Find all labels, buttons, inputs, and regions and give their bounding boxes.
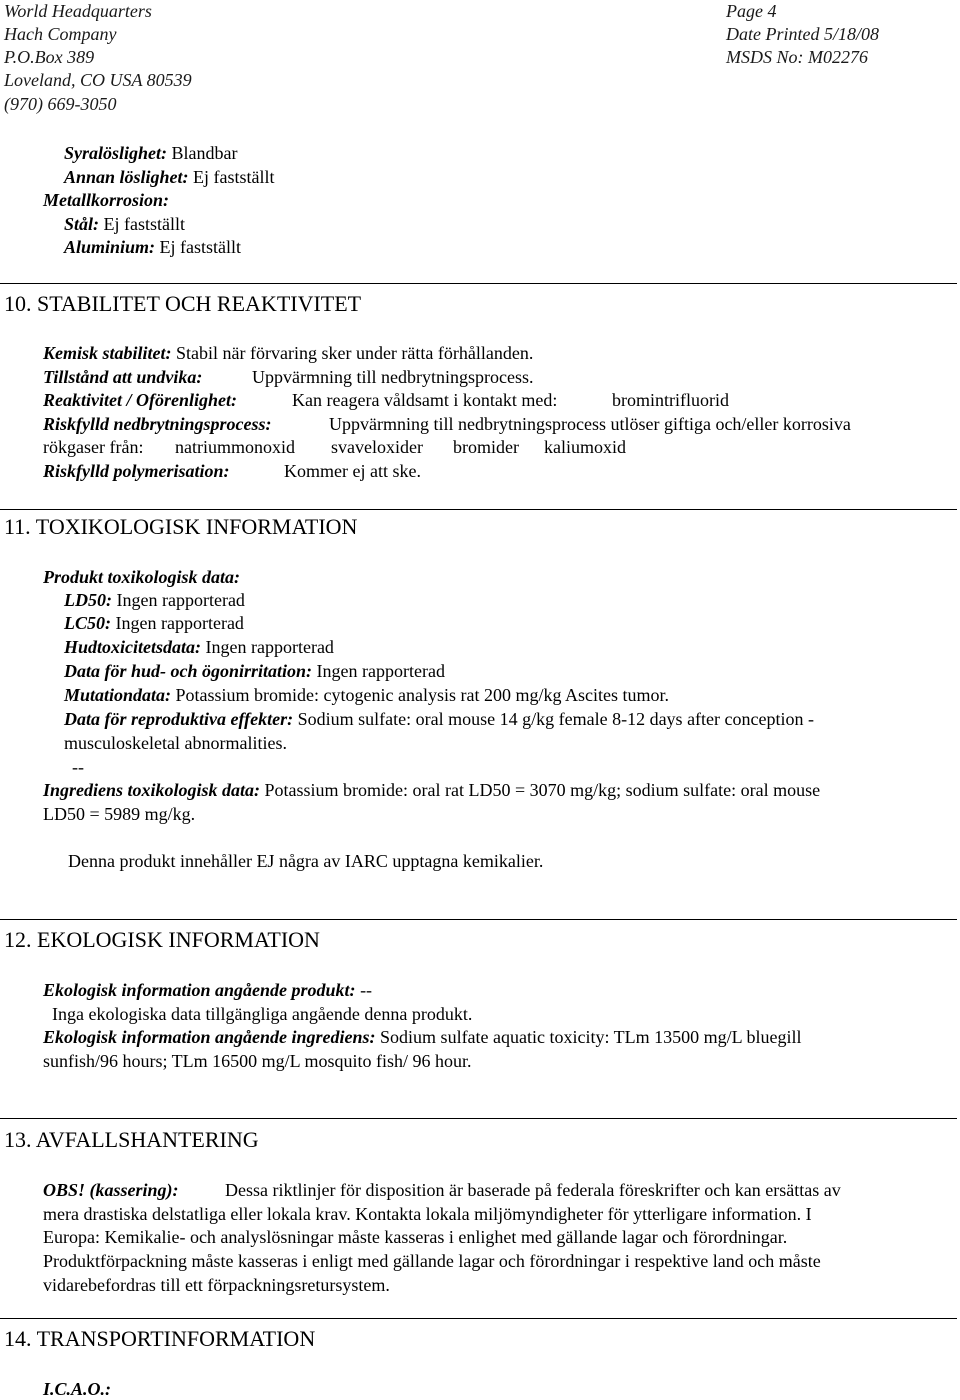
icao-label: I.C.A.O.: — [43, 1379, 112, 1399]
stal-label: Stål: — [64, 214, 100, 234]
eko-ingrediens-label: Ekologisk information angående ingrediens: — [43, 1027, 376, 1047]
obs-line: Dessa riktlinjer för disposition är baserade på federala föreskrifter och kan ersättas av — [225, 1180, 841, 1200]
ld50-row — [64, 589, 245, 611]
iarc-statement: Denna produkt innehåller EJ några av IARC upptagna kemikalier. — [68, 851, 544, 871]
eko-produkt-text: Inga ekologiska data tillgängliga angående denna produkt. — [52, 1004, 473, 1024]
obs-line: Europa: Kemikalie- och analyslösningar måste kasseras i enlighet med gällande lagar och förordningar. — [43, 1227, 788, 1247]
kemisk-value: Stabil när förvaring sker under rätta förhållanden. — [171, 343, 534, 363]
repro-row — [64, 708, 814, 730]
reakt-label: Reaktivitet / Oförenlighet: — [43, 390, 237, 410]
hud-value: Ingen rapporterad — [201, 637, 334, 657]
tillstand-row — [43, 366, 533, 388]
annan-value: Ej fastställt — [188, 167, 275, 187]
eko-produkt-row — [43, 979, 372, 1001]
repro-label: Data för reproduktiva effekter: — [64, 709, 294, 729]
section-10-title: 10. STABILITET OCH REAKTIVITET — [4, 291, 362, 316]
reakt-value2: bromintrifluorid — [612, 390, 729, 410]
obs-line: Produktförpackning måste kasseras i enligt med gällande lagar och förordningar i respektive land och måste — [43, 1251, 821, 1271]
irritation-row — [64, 660, 445, 682]
repro-value: Sodium sulfate: oral mouse 14 g/kg female 8-12 days after conception - — [293, 709, 814, 729]
obs-row — [43, 1179, 841, 1201]
section-14-title: 14. TRANSPORTINFORMATION — [4, 1326, 316, 1351]
date-printed: Date Printed 5/18/08 — [726, 24, 879, 44]
section-11-title: 11. TOXIKOLOGISK INFORMATION — [4, 514, 358, 539]
repro-value-cont: musculoskeletal abnormalities. — [64, 733, 287, 753]
eko-produkt-label: Ekologisk information angående produkt: — [43, 980, 356, 1000]
obs-line: mera drastiska delstatliga eller lokala krav. Kontakta lokala miljömyndigheter för ytterligare information. I — [43, 1204, 812, 1224]
annan-label: Annan löslighet: — [64, 167, 189, 187]
hud-label: Hudtoxicitetsdata: — [64, 637, 201, 657]
rokgaser-item: kaliumoxid — [544, 437, 626, 457]
tillstand-label: Tillstånd att undvika: — [43, 367, 203, 387]
divider — [0, 1318, 957, 1319]
rokgaser-label: rökgaser från: — [43, 437, 144, 457]
eko-ingrediens-row — [43, 1026, 802, 1048]
section-12-title: 12. EKOLOGISK INFORMATION — [4, 927, 320, 952]
divider — [0, 509, 957, 510]
ingrediens-value: Potassium bromide: oral rat LD50 = 3070 mg/kg; sodium sulfate: oral mouse — [260, 780, 821, 800]
irritation-label: Data för hud- och ögonirritation: — [64, 661, 313, 681]
alu-value: Ej fastställt — [155, 237, 242, 257]
header-address-line2: Hach Company — [4, 24, 117, 44]
alu-row — [64, 236, 241, 258]
kemisk-label: Kemisk stabilitet: — [43, 343, 172, 363]
syra-value: Blandbar — [167, 143, 238, 163]
page-number: Page 4 — [726, 1, 777, 21]
riskproc-value: Uppvärmning till nedbrytningsprocess utlöser giftiga och/eller korrosiva — [329, 414, 851, 434]
header-address-line1: World Headquarters — [4, 1, 152, 21]
polym-label: Riskfylld polymerisation: — [43, 461, 230, 481]
metall-label: Metallkorrosion: — [43, 190, 170, 210]
ingrediens-value-cont: LD50 = 5989 mg/kg. — [43, 804, 196, 824]
ingrediens-row — [43, 779, 820, 801]
section-13-title: 13. AVFALLSHANTERING — [4, 1127, 259, 1152]
tillstand-value: Uppvärmning till nedbrytningsprocess. — [252, 367, 534, 387]
mutation-row — [64, 684, 669, 706]
reakt-row — [43, 389, 729, 411]
eko-produkt-value: -- — [355, 980, 373, 1000]
annan-row — [64, 166, 275, 188]
syra-row — [64, 142, 238, 164]
mutation-value: Potassium bromide: cytogenic analysis rat 200 mg/kg Ascites tumor. — [171, 685, 669, 705]
obs-label: OBS! (kassering): — [43, 1180, 179, 1200]
reakt-value: Kan reagera våldsamt i kontakt med: — [292, 390, 558, 410]
lc50-value: Ingen rapporterad — [111, 613, 244, 633]
eko-ingrediens-value-cont: sunfish/96 hours; TLm 16500 mg/L mosquito fish/ 96 hour. — [43, 1051, 472, 1071]
header-phone: (970) 669-3050 — [4, 94, 117, 114]
ld50-value: Ingen rapporterad — [112, 590, 245, 610]
eko-ingrediens-value: Sodium sulfate aquatic toxicity: TLm 13500 mg/L bluegill — [375, 1027, 802, 1047]
ld50-label: LD50: — [64, 590, 112, 610]
riskproc-label: Riskfylld nedbrytningsprocess: — [43, 414, 272, 434]
header-address-line4: Loveland, CO USA 80539 — [4, 70, 192, 90]
msds-number: MSDS No: M02276 — [726, 47, 868, 67]
lc50-label: LC50: — [64, 613, 111, 633]
rokgaser-item: svaveloxider — [331, 437, 423, 457]
mutation-label: Mutationdata: — [64, 685, 172, 705]
dash: -- — [72, 757, 84, 777]
syra-label: Syralöslighet: — [64, 143, 168, 163]
polym-row — [43, 460, 421, 482]
divider — [0, 283, 957, 284]
stal-value: Ej fastställt — [99, 214, 185, 234]
divider — [0, 919, 957, 920]
rokgaser-item: natriummonoxid — [175, 437, 295, 457]
obs-line: vidarebefordras till ett förpackningsretursystem. — [43, 1275, 390, 1295]
rokgaser-item: bromider — [453, 437, 519, 457]
irritation-value: Ingen rapporterad — [312, 661, 445, 681]
polym-value: Kommer ej att ske. — [284, 461, 421, 481]
lc50-row — [64, 612, 244, 634]
kemisk-row — [43, 342, 533, 364]
divider — [0, 1118, 957, 1119]
ingrediens-label: Ingrediens toxikologisk data: — [43, 780, 261, 800]
alu-label: Aluminium: — [64, 237, 156, 257]
header-address-line3: P.O.Box 389 — [4, 47, 95, 67]
hud-row — [64, 636, 334, 658]
stal-row — [64, 213, 185, 235]
riskproc-row — [43, 413, 851, 435]
rokgaser-row — [43, 436, 626, 458]
produkt-tox-label: Produkt toxikologisk data: — [43, 567, 241, 587]
